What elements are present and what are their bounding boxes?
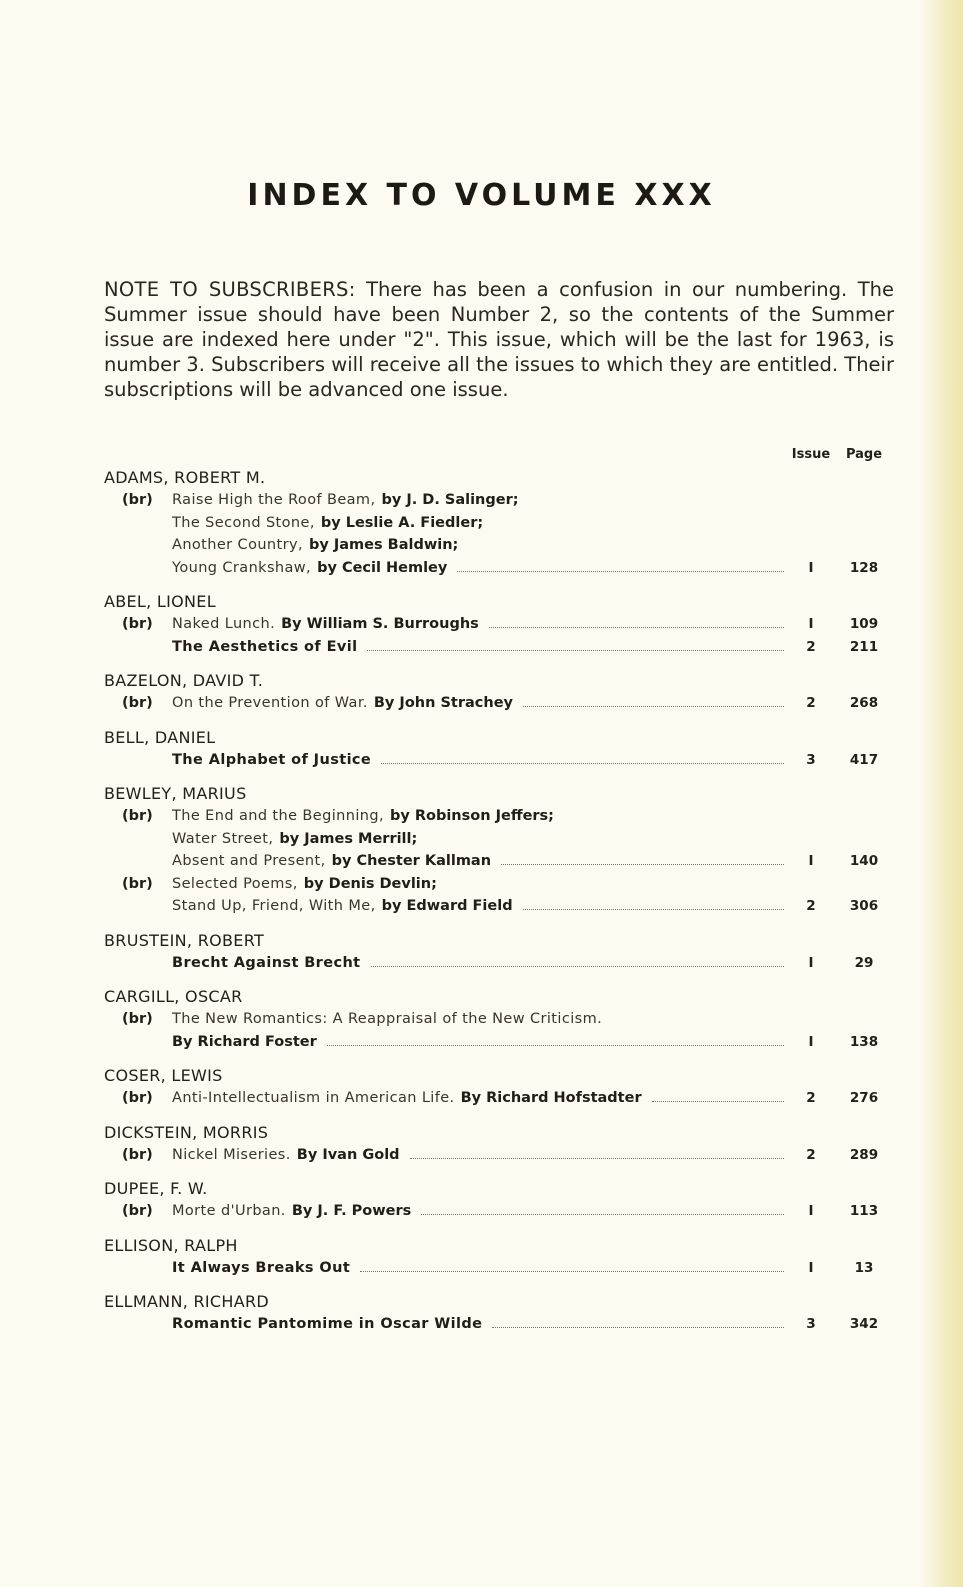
line-text	[172, 557, 786, 580]
issue-number: 2	[806, 638, 816, 655]
subscriber-note	[104, 277, 894, 402]
dot-leader	[360, 1257, 784, 1272]
work-author: by James Merrill;	[279, 830, 418, 847]
line-text	[172, 895, 786, 918]
issue-column-header: Issue	[791, 447, 831, 462]
dot-leader	[489, 613, 784, 628]
author-name: COSER, LEWIS	[104, 1066, 223, 1085]
line-text	[172, 512, 786, 535]
line-text	[172, 850, 786, 873]
index-line	[104, 557, 894, 580]
work-title: Water Street,	[172, 830, 274, 847]
page-number: 29	[854, 954, 874, 971]
review-tag: (br)	[122, 492, 153, 508]
work-title: Absent and Present,	[172, 853, 326, 869]
work-title: It Always Breaks Out	[172, 1259, 351, 1276]
index-line	[104, 952, 894, 975]
work-author: by Edward Field	[381, 898, 513, 914]
dot-leader	[457, 557, 784, 572]
page-number: 289	[849, 1146, 879, 1163]
column-headers	[104, 447, 894, 467]
issue-number: I	[808, 616, 814, 632]
line-text	[172, 873, 786, 896]
index-entry	[104, 783, 894, 918]
index-line	[104, 534, 894, 557]
index-line	[104, 1313, 894, 1336]
dot-leader	[492, 1313, 784, 1328]
index-entry	[104, 1235, 894, 1280]
line-text	[172, 613, 786, 636]
line-text	[172, 489, 786, 512]
line-text	[172, 1313, 786, 1336]
index-entries	[104, 467, 894, 1336]
line-text	[172, 534, 786, 557]
work-title: Raise High the Roof Beam,	[172, 492, 376, 508]
work-title: Brecht Against Brecht	[172, 954, 361, 971]
page-number: 417	[849, 751, 879, 768]
work-author: By John Strachey	[373, 695, 513, 711]
index-line	[104, 613, 894, 636]
work-author: by Leslie A. Fiedler;	[320, 514, 484, 531]
review-tag: (br)	[122, 1011, 153, 1027]
issue-number: I	[808, 853, 814, 869]
work-author: By William S. Burroughs	[281, 616, 479, 632]
index-line	[104, 1200, 894, 1223]
index-line	[104, 1008, 894, 1031]
work-title: Stand Up, Friend, With Me,	[172, 898, 376, 914]
author-name: ADAMS, ROBERT M.	[104, 468, 266, 487]
review-tag: (br)	[122, 875, 153, 892]
dot-leader	[501, 850, 784, 865]
author-name: BAZELON, DAVID T.	[104, 671, 264, 690]
issue-number: 3	[806, 1316, 816, 1332]
dot-leader	[381, 749, 784, 764]
work-author: by Chester Kallman	[331, 853, 492, 869]
index-entry	[104, 591, 894, 658]
index-entry	[104, 727, 894, 772]
dot-leader	[371, 952, 784, 967]
page-edge-shading	[919, 0, 963, 1587]
author-name: BELL, DANIEL	[104, 727, 216, 747]
work-title: Anti-Intellectualism in American Life.	[172, 1090, 455, 1106]
note-text: There has been a confusion in our numbering. The Summer issue should have been Number 2, so the contents of the Summer issue are indexed here under "2". This issue, which will be the last for 1963, is number 3. Subscribers will receive all the issues to which they are entitled. Their subscriptions will be advanced one issue.	[104, 277, 895, 401]
page-number: 138	[849, 1033, 879, 1050]
work-title: The Alphabet of Justice	[172, 751, 372, 768]
line-text	[172, 828, 786, 851]
line-text	[172, 1031, 786, 1054]
dot-leader	[523, 895, 784, 910]
index-line	[104, 692, 894, 715]
page-number: 276	[849, 1090, 879, 1106]
author-name: BRUSTEIN, ROBERT	[104, 930, 265, 950]
work-title: Morte d'Urban.	[172, 1203, 286, 1219]
page-number: 140	[849, 853, 879, 869]
index-line	[104, 1144, 894, 1167]
work-title: The New Romantics: A Reappraisal of the New Criticism.	[172, 1011, 603, 1027]
issue-number: 2	[806, 898, 816, 914]
line-text	[172, 805, 786, 828]
index-entry	[104, 467, 894, 579]
index-entry	[104, 1291, 894, 1336]
author-name: DICKSTEIN, MORRIS	[104, 1122, 269, 1142]
work-author: by Robinson Jeffers;	[389, 808, 554, 824]
line-text	[172, 1257, 786, 1280]
work-author: by Denis Devlin;	[303, 875, 437, 892]
review-tag: (br)	[122, 695, 153, 711]
index-entry	[104, 930, 894, 975]
work-title: Naked Lunch.	[172, 616, 276, 632]
issue-number: I	[808, 1203, 814, 1219]
page-number: 268	[849, 695, 879, 711]
work-author: by Cecil Hemley	[317, 559, 448, 576]
author-name: ABEL, LIONEL	[104, 592, 216, 611]
index-line	[104, 1031, 894, 1054]
work-title: Young Crankshaw,	[172, 559, 312, 576]
index-line	[104, 805, 894, 828]
index-line	[104, 828, 894, 851]
line-text	[172, 952, 786, 975]
page-column-header: Page	[845, 447, 883, 462]
review-tag: (br)	[122, 1203, 153, 1219]
author-name: ELLMANN, RICHARD	[104, 1292, 270, 1311]
line-text	[172, 636, 786, 659]
author-name: BEWLEY, MARIUS	[104, 784, 247, 803]
work-title: Selected Poems,	[172, 875, 298, 892]
review-tag: (br)	[122, 1146, 153, 1163]
page-number: 342	[849, 1316, 879, 1332]
work-title: The Second Stone,	[172, 514, 315, 531]
note-lead: NOTE TO SUBSCRIBERS:	[104, 277, 356, 301]
index-entry	[104, 1122, 894, 1167]
index-entry	[104, 1065, 894, 1110]
line-text	[172, 1008, 786, 1031]
issue-number: I	[808, 1259, 814, 1276]
work-author: By Richard Foster	[172, 1033, 317, 1050]
work-title: Nickel Miseries.	[172, 1146, 291, 1163]
index-line	[104, 895, 894, 918]
index-entry	[104, 1178, 894, 1223]
author-name: ELLISON, RALPH	[104, 1235, 238, 1255]
index-line	[104, 1257, 894, 1280]
issue-number: I	[808, 954, 814, 971]
index-line	[104, 749, 894, 772]
work-title: The Aesthetics of Evil	[172, 638, 358, 655]
issue-number: I	[808, 1033, 814, 1050]
page-title: INDEX TO VOLUME XXX	[247, 178, 716, 214]
dot-leader	[652, 1087, 784, 1102]
line-text	[172, 1200, 786, 1223]
index-line	[104, 1087, 894, 1110]
work-title: Another Country,	[172, 537, 303, 553]
work-author: by James Baldwin;	[308, 537, 459, 553]
work-author: By Ivan Gold	[296, 1146, 400, 1163]
index-entry	[104, 986, 894, 1053]
line-text	[172, 692, 786, 715]
review-tag: (br)	[122, 616, 153, 632]
review-tag: (br)	[122, 1090, 153, 1106]
work-title: On the Prevention of War.	[172, 695, 368, 711]
page-number: 113	[849, 1203, 879, 1219]
author-name: DUPEE, F. W.	[104, 1179, 208, 1198]
issue-number: I	[808, 559, 814, 576]
page-number: 13	[854, 1259, 874, 1276]
author-name: CARGILL, OSCAR	[104, 987, 243, 1006]
work-author: By Richard Hofstadter	[460, 1090, 642, 1106]
page-number: 128	[849, 559, 879, 576]
issue-number: 2	[806, 1146, 816, 1163]
work-title: Romantic Pantomime in Oscar Wilde	[172, 1316, 483, 1332]
index-entry	[104, 670, 894, 715]
index-line	[104, 512, 894, 535]
line-text	[172, 1087, 786, 1110]
dot-leader	[327, 1031, 784, 1046]
work-title: The End and the Beginning,	[172, 808, 384, 824]
dot-leader	[367, 636, 784, 651]
review-tag: (br)	[122, 808, 153, 824]
dot-leader	[410, 1144, 784, 1159]
page-number: 211	[849, 638, 879, 655]
line-text	[172, 749, 786, 772]
index-line	[104, 850, 894, 873]
page-number: 109	[849, 616, 879, 632]
index-line	[104, 489, 894, 512]
work-author: by J. D. Salinger;	[381, 492, 519, 508]
dot-leader	[421, 1200, 784, 1215]
dot-leader	[523, 692, 784, 707]
index-line	[104, 873, 894, 896]
line-text	[172, 1144, 786, 1167]
issue-number: 2	[806, 695, 816, 711]
work-author: By J. F. Powers	[291, 1203, 412, 1219]
index-list	[104, 447, 894, 1348]
page-number: 306	[849, 898, 879, 914]
index-line	[104, 636, 894, 659]
issue-number: 3	[806, 751, 816, 768]
issue-number: 2	[806, 1090, 816, 1106]
